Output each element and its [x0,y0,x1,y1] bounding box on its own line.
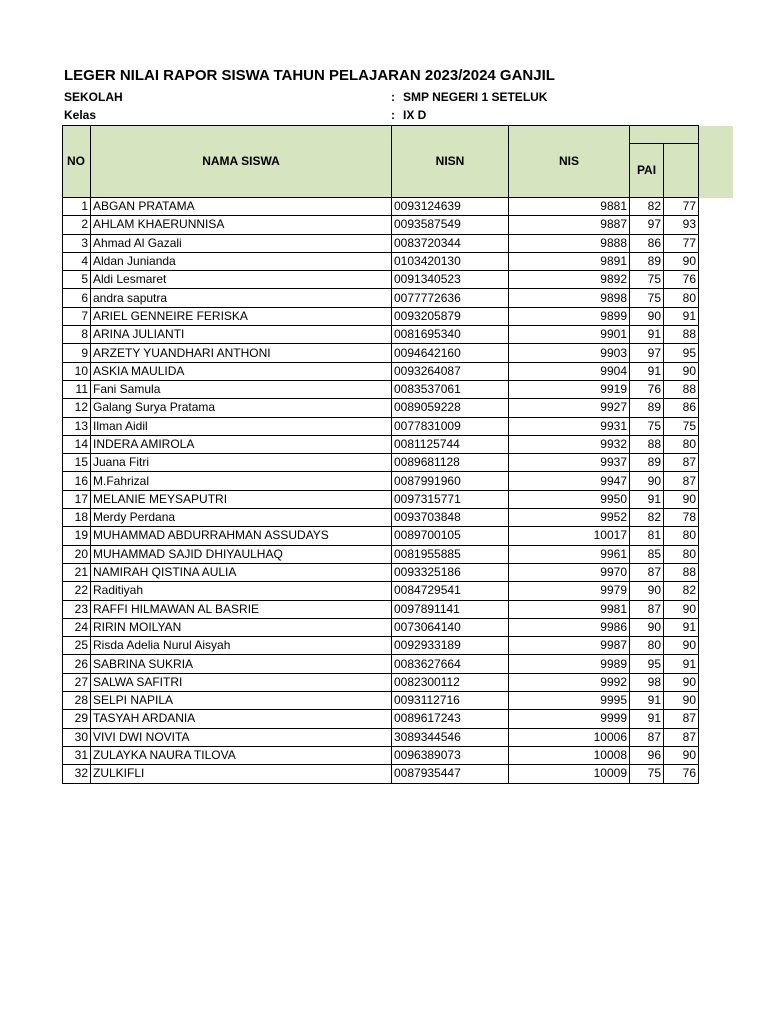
table-row [63,435,699,453]
table-row [63,582,699,600]
pai-score-cell: 89 [630,252,664,270]
nis-cell: 9981 [509,600,630,618]
pai-score-cell: 90 [630,472,664,490]
pai-score-cell: 87 [630,600,664,618]
table-row [63,710,699,728]
student-name-cell: INDERA AMIROLA [91,435,392,453]
nis-cell: 9947 [509,472,630,490]
student-name-cell: M.Fahrizal [91,472,392,490]
table-row [63,344,699,362]
nis-cell: 9888 [509,234,630,252]
nisn-cell: 0077831009 [392,417,509,435]
nisn-cell: 0094642160 [392,344,509,362]
table-row [63,399,699,417]
student-name-cell: MELANIE MEYSAPUTRI [91,490,392,508]
row-number-cell: 2 [63,216,91,234]
subject-2-score-cell: 76 [664,271,699,289]
pai-score-cell: 91 [630,710,664,728]
pai-score-cell: 91 [630,490,664,508]
row-number-cell: 11 [63,380,91,398]
pai-score-cell: 90 [630,618,664,636]
student-name-cell: Aldi Lesmaret [91,271,392,289]
student-name-cell: ZULKIFLI [91,765,392,783]
pai-score-cell: 85 [630,545,664,563]
header-subject-group [630,126,699,144]
row-number-cell: 25 [63,637,91,655]
school-value: SMP NEGERI 1 SETELUK [403,90,548,104]
pai-score-cell: 82 [630,198,664,216]
pai-score-cell: 91 [630,362,664,380]
table-row [63,216,699,234]
table-row [63,509,699,527]
table-row [63,746,699,764]
subject-2-score-cell: 88 [664,380,699,398]
subject-2-score-cell: 88 [664,326,699,344]
subject-2-score-cell: 77 [664,198,699,216]
nisn-cell: 0097315771 [392,490,509,508]
nisn-cell: 0084729541 [392,582,509,600]
table-row [63,563,699,581]
header-fill-extension [697,126,733,198]
pai-score-cell: 75 [630,417,664,435]
table-row [63,637,699,655]
pai-score-cell: 91 [630,692,664,710]
row-number-cell: 13 [63,417,91,435]
student-name-cell: andra saputra [91,289,392,307]
nis-cell: 9979 [509,582,630,600]
subject-2-score-cell: 90 [664,252,699,270]
nisn-cell: 0093325186 [392,563,509,581]
subject-2-score-cell: 90 [664,362,699,380]
subject-2-score-cell: 93 [664,216,699,234]
nis-cell: 9899 [509,307,630,325]
row-number-cell: 26 [63,655,91,673]
nis-cell: 9927 [509,399,630,417]
nisn-cell: 0087935447 [392,765,509,783]
subject-2-score-cell: 91 [664,655,699,673]
pai-score-cell: 97 [630,216,664,234]
table-row [63,490,699,508]
table-row [63,655,699,673]
nisn-cell: 0089617243 [392,710,509,728]
class-separator: : [391,108,395,122]
nis-cell: 9904 [509,362,630,380]
student-name-cell: MUHAMMAD ABDURRAHMAN ASSUDAYS [91,527,392,545]
table-row [63,234,699,252]
nis-cell: 9989 [509,655,630,673]
student-name-cell: MUHAMMAD SAJID DHIYAULHAQ [91,545,392,563]
subject-2-score-cell: 80 [664,435,699,453]
row-number-cell: 29 [63,710,91,728]
row-number-cell: 5 [63,271,91,289]
nis-cell: 10006 [509,728,630,746]
row-number-cell: 32 [63,765,91,783]
nisn-cell: 0093112716 [392,692,509,710]
nis-cell: 9970 [509,563,630,581]
grades-table [62,125,699,784]
header-pai: PAI [630,144,664,198]
row-number-cell: 1 [63,198,91,216]
student-name-cell: Galang Surya Pratama [91,399,392,417]
nis-cell: 9901 [509,326,630,344]
row-number-cell: 31 [63,746,91,764]
nisn-cell: 0093124639 [392,198,509,216]
table-row [63,472,699,490]
pai-score-cell: 86 [630,234,664,252]
nisn-cell: 0081955885 [392,545,509,563]
student-name-cell: TASYAH ARDANIA [91,710,392,728]
header-nisn: NISN [392,126,509,198]
header-subject-2 [664,144,699,198]
row-number-cell: 10 [63,362,91,380]
pai-score-cell: 82 [630,509,664,527]
row-number-cell: 7 [63,307,91,325]
pai-score-cell: 81 [630,527,664,545]
student-name-cell: NAMIRAH QISTINA AULIA [91,563,392,581]
nisn-cell: 0073064140 [392,618,509,636]
student-name-cell: SELPI NAPILA [91,692,392,710]
student-name-cell: Merdy Perdana [91,509,392,527]
student-name-cell: Raditiyah [91,582,392,600]
subject-2-score-cell: 90 [664,490,699,508]
nis-cell: 10017 [509,527,630,545]
row-number-cell: 9 [63,344,91,362]
student-name-cell: ASKIA MAULIDA [91,362,392,380]
subject-2-score-cell: 78 [664,509,699,527]
pai-score-cell: 75 [630,765,664,783]
row-number-cell: 22 [63,582,91,600]
nisn-cell: 0083627664 [392,655,509,673]
student-name-cell: ARZETY YUANDHARI ANTHONI [91,344,392,362]
nisn-cell: 0089059228 [392,399,509,417]
nis-cell: 9903 [509,344,630,362]
row-number-cell: 28 [63,692,91,710]
student-name-cell: RIRIN MOILYAN [91,618,392,636]
table-row [63,289,699,307]
pai-score-cell: 90 [630,307,664,325]
student-name-cell: AHLAM KHAERUNNISA [91,216,392,234]
subject-2-score-cell: 90 [664,600,699,618]
subject-2-score-cell: 80 [664,527,699,545]
nisn-cell: 0087991960 [392,472,509,490]
nis-cell: 9892 [509,271,630,289]
table-row [63,618,699,636]
document-title: LEGER NILAI RAPOR SISWA TAHUN PELAJARAN 2023/2024 GANJIL [64,67,555,84]
nis-cell: 9898 [509,289,630,307]
pai-score-cell: 80 [630,637,664,655]
student-name-cell: ARINA JULIANTI [91,326,392,344]
nis-cell: 9891 [509,252,630,270]
nisn-cell: 0092933189 [392,637,509,655]
row-number-cell: 24 [63,618,91,636]
student-name-cell: RAFFI HILMAWAN AL BASRIE [91,600,392,618]
subject-2-score-cell: 76 [664,765,699,783]
nis-cell: 9992 [509,673,630,691]
nisn-cell: 3089344546 [392,728,509,746]
pai-score-cell: 98 [630,673,664,691]
subject-2-score-cell: 86 [664,399,699,417]
table-row [63,545,699,563]
pai-score-cell: 87 [630,728,664,746]
nisn-cell: 0097891141 [392,600,509,618]
nisn-cell: 0093264087 [392,362,509,380]
student-name-cell: Fani Samula [91,380,392,398]
pai-score-cell: 87 [630,563,664,581]
pai-score-cell: 89 [630,454,664,472]
subject-2-score-cell: 87 [664,728,699,746]
nisn-cell: 0093205879 [392,307,509,325]
nis-cell: 9986 [509,618,630,636]
nisn-cell: 0093703848 [392,509,509,527]
subject-2-score-cell: 77 [664,234,699,252]
nis-cell: 9931 [509,417,630,435]
table-row [63,673,699,691]
nisn-cell: 0082300112 [392,673,509,691]
subject-2-score-cell: 91 [664,307,699,325]
school-separator: : [391,90,395,104]
subject-2-score-cell: 90 [664,692,699,710]
header-nis: NIS [509,126,630,198]
student-name-cell: Ahmad Al Gazali [91,234,392,252]
nis-cell: 9887 [509,216,630,234]
class-value: IX D [403,108,427,122]
student-name-cell: VIVI DWI NOVITA [91,728,392,746]
nisn-cell: 0089700105 [392,527,509,545]
row-number-cell: 23 [63,600,91,618]
school-label: SEKOLAH [64,90,123,104]
row-number-cell: 17 [63,490,91,508]
table-row [63,454,699,472]
grades-body [63,198,699,784]
row-number-cell: 18 [63,509,91,527]
row-number-cell: 19 [63,527,91,545]
nisn-cell: 0083720344 [392,234,509,252]
row-number-cell: 15 [63,454,91,472]
pai-score-cell: 91 [630,326,664,344]
table-row [63,362,699,380]
nisn-cell: 0077772636 [392,289,509,307]
table-row [63,417,699,435]
subject-2-score-cell: 87 [664,710,699,728]
table-row [63,380,699,398]
nis-cell: 9995 [509,692,630,710]
nis-cell: 9881 [509,198,630,216]
subject-2-score-cell: 90 [664,746,699,764]
student-name-cell: SALWA SAFITRI [91,673,392,691]
nisn-cell: 0091340523 [392,271,509,289]
nis-cell: 10009 [509,765,630,783]
pai-score-cell: 88 [630,435,664,453]
row-number-cell: 20 [63,545,91,563]
row-number-cell: 12 [63,399,91,417]
student-name-cell: SABRINA SUKRIA [91,655,392,673]
student-name-cell: Risda Adelia Nurul Aisyah [91,637,392,655]
nis-cell: 9999 [509,710,630,728]
student-name-cell: ARIEL GENNEIRE FERISKA [91,307,392,325]
pai-score-cell: 75 [630,271,664,289]
pai-score-cell: 75 [630,289,664,307]
row-number-cell: 14 [63,435,91,453]
nisn-cell: 0093587549 [392,216,509,234]
pai-score-cell: 90 [630,582,664,600]
student-name-cell: ABGAN PRATAMA [91,198,392,216]
nis-cell: 9932 [509,435,630,453]
table-row [63,307,699,325]
row-number-cell: 3 [63,234,91,252]
pai-score-cell: 76 [630,380,664,398]
table-row [63,765,699,783]
nisn-cell: 0089681128 [392,454,509,472]
table-row [63,326,699,344]
row-number-cell: 30 [63,728,91,746]
nis-cell: 9950 [509,490,630,508]
subject-2-score-cell: 95 [664,344,699,362]
nisn-cell: 0083537061 [392,380,509,398]
subject-2-score-cell: 90 [664,637,699,655]
table-row [63,252,699,270]
table-row [63,198,699,216]
subject-2-score-cell: 88 [664,563,699,581]
subject-2-score-cell: 80 [664,545,699,563]
row-number-cell: 8 [63,326,91,344]
header-name: NAMA SISWA [91,126,392,198]
table-row [63,271,699,289]
nisn-cell: 0103420130 [392,252,509,270]
subject-2-score-cell: 82 [664,582,699,600]
pai-score-cell: 97 [630,344,664,362]
pai-score-cell: 89 [630,399,664,417]
nis-cell: 9987 [509,637,630,655]
row-number-cell: 21 [63,563,91,581]
student-name-cell: Juana Fitri [91,454,392,472]
pai-score-cell: 95 [630,655,664,673]
subject-2-score-cell: 87 [664,472,699,490]
student-name-cell: Ilman Aidil [91,417,392,435]
table-row [63,600,699,618]
nis-cell: 9919 [509,380,630,398]
row-number-cell: 6 [63,289,91,307]
subject-2-score-cell: 91 [664,618,699,636]
row-number-cell: 16 [63,472,91,490]
student-name-cell: Aldan Junianda [91,252,392,270]
nisn-cell: 0096389073 [392,746,509,764]
table-row [63,692,699,710]
table-row [63,728,699,746]
nisn-cell: 0081125744 [392,435,509,453]
row-number-cell: 4 [63,252,91,270]
subject-2-score-cell: 87 [664,454,699,472]
subject-2-score-cell: 80 [664,289,699,307]
table-row [63,527,699,545]
row-number-cell: 27 [63,673,91,691]
nis-cell: 9937 [509,454,630,472]
class-label: Kelas [64,108,97,122]
nisn-cell: 0081695340 [392,326,509,344]
pai-score-cell: 96 [630,746,664,764]
subject-2-score-cell: 75 [664,417,699,435]
nis-cell: 9952 [509,509,630,527]
nis-cell: 9961 [509,545,630,563]
nis-cell: 10008 [509,746,630,764]
header-no: NO [63,126,91,198]
subject-2-score-cell: 90 [664,673,699,691]
student-name-cell: ZULAYKA NAURA TILOVA [91,746,392,764]
